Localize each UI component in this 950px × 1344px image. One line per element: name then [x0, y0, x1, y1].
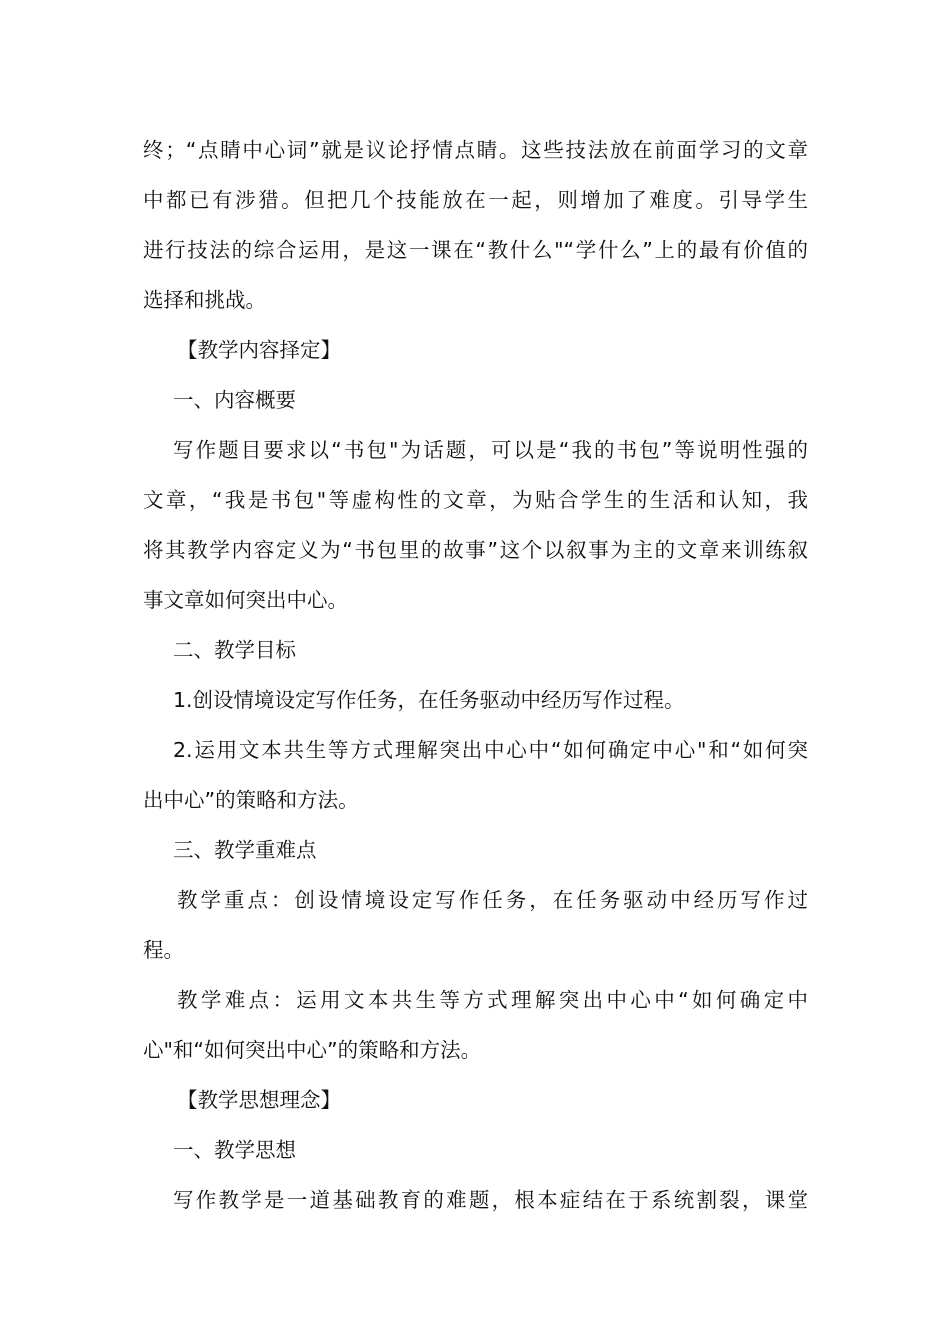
paragraph-line: 选择和挑战。 — [143, 288, 266, 312]
subsection-heading: 三、教学重难点 — [173, 838, 317, 862]
section-heading: 【教学内容择定】 — [177, 338, 341, 362]
paragraph-line: 写作教学是一道基础教育的难题，根本症结在于系统割裂，课堂 — [173, 1188, 808, 1212]
paragraph-line: 1.创设情境设定写作任务，在任务驱动中经历写作过程。 — [173, 688, 685, 712]
paragraph-line: 出中心”的策略和方法。 — [143, 788, 359, 812]
paragraph-line: 写作题目要求以“书包"为话题，可以是“我的书包”等说明性强的 — [173, 438, 808, 462]
paragraph-line: 教学重点：创设情境设定写作任务，在任务驱动中经历写作过 — [177, 888, 808, 912]
paragraph-line: 事文章如何突出中心。 — [143, 588, 348, 612]
paragraph-line: 终；“点睛中心词”就是议论抒情点睛。这些技法放在前面学习的文章 — [143, 138, 808, 162]
subsection-heading: 一、内容概要 — [173, 388, 296, 412]
paragraph-line: 文章，“我是书包"等虚构性的文章，为贴合学生的生活和认知，我 — [143, 488, 808, 512]
subsection-heading: 二、教学目标 — [173, 638, 296, 662]
paragraph-line: 程。 — [143, 938, 184, 962]
paragraph-line: 中都已有涉猎。但把几个技能放在一起，则增加了难度。引导学生 — [143, 188, 808, 212]
paragraph-line: 进行技法的综合运用，是这一课在“教什么"“学什么”上的最有价值的 — [143, 238, 808, 262]
paragraph-line: 心"和“如何突出中心”的策略和方法。 — [143, 1038, 482, 1062]
paragraph-line: 教学难点：运用文本共生等方式理解突出中心中“如何确定中 — [177, 988, 808, 1012]
document-page — [143, 125, 808, 1225]
subsection-heading: 一、教学思想 — [173, 1138, 296, 1162]
paragraph-line: 将其教学内容定义为“书包里的故事”这个以叙事为主的文章来训练叙 — [143, 538, 808, 562]
paragraph-line: 2.运用文本共生等方式理解突出中心中“如何确定中心"和“如何突 — [173, 738, 808, 762]
section-heading: 【教学思想理念】 — [177, 1088, 341, 1112]
